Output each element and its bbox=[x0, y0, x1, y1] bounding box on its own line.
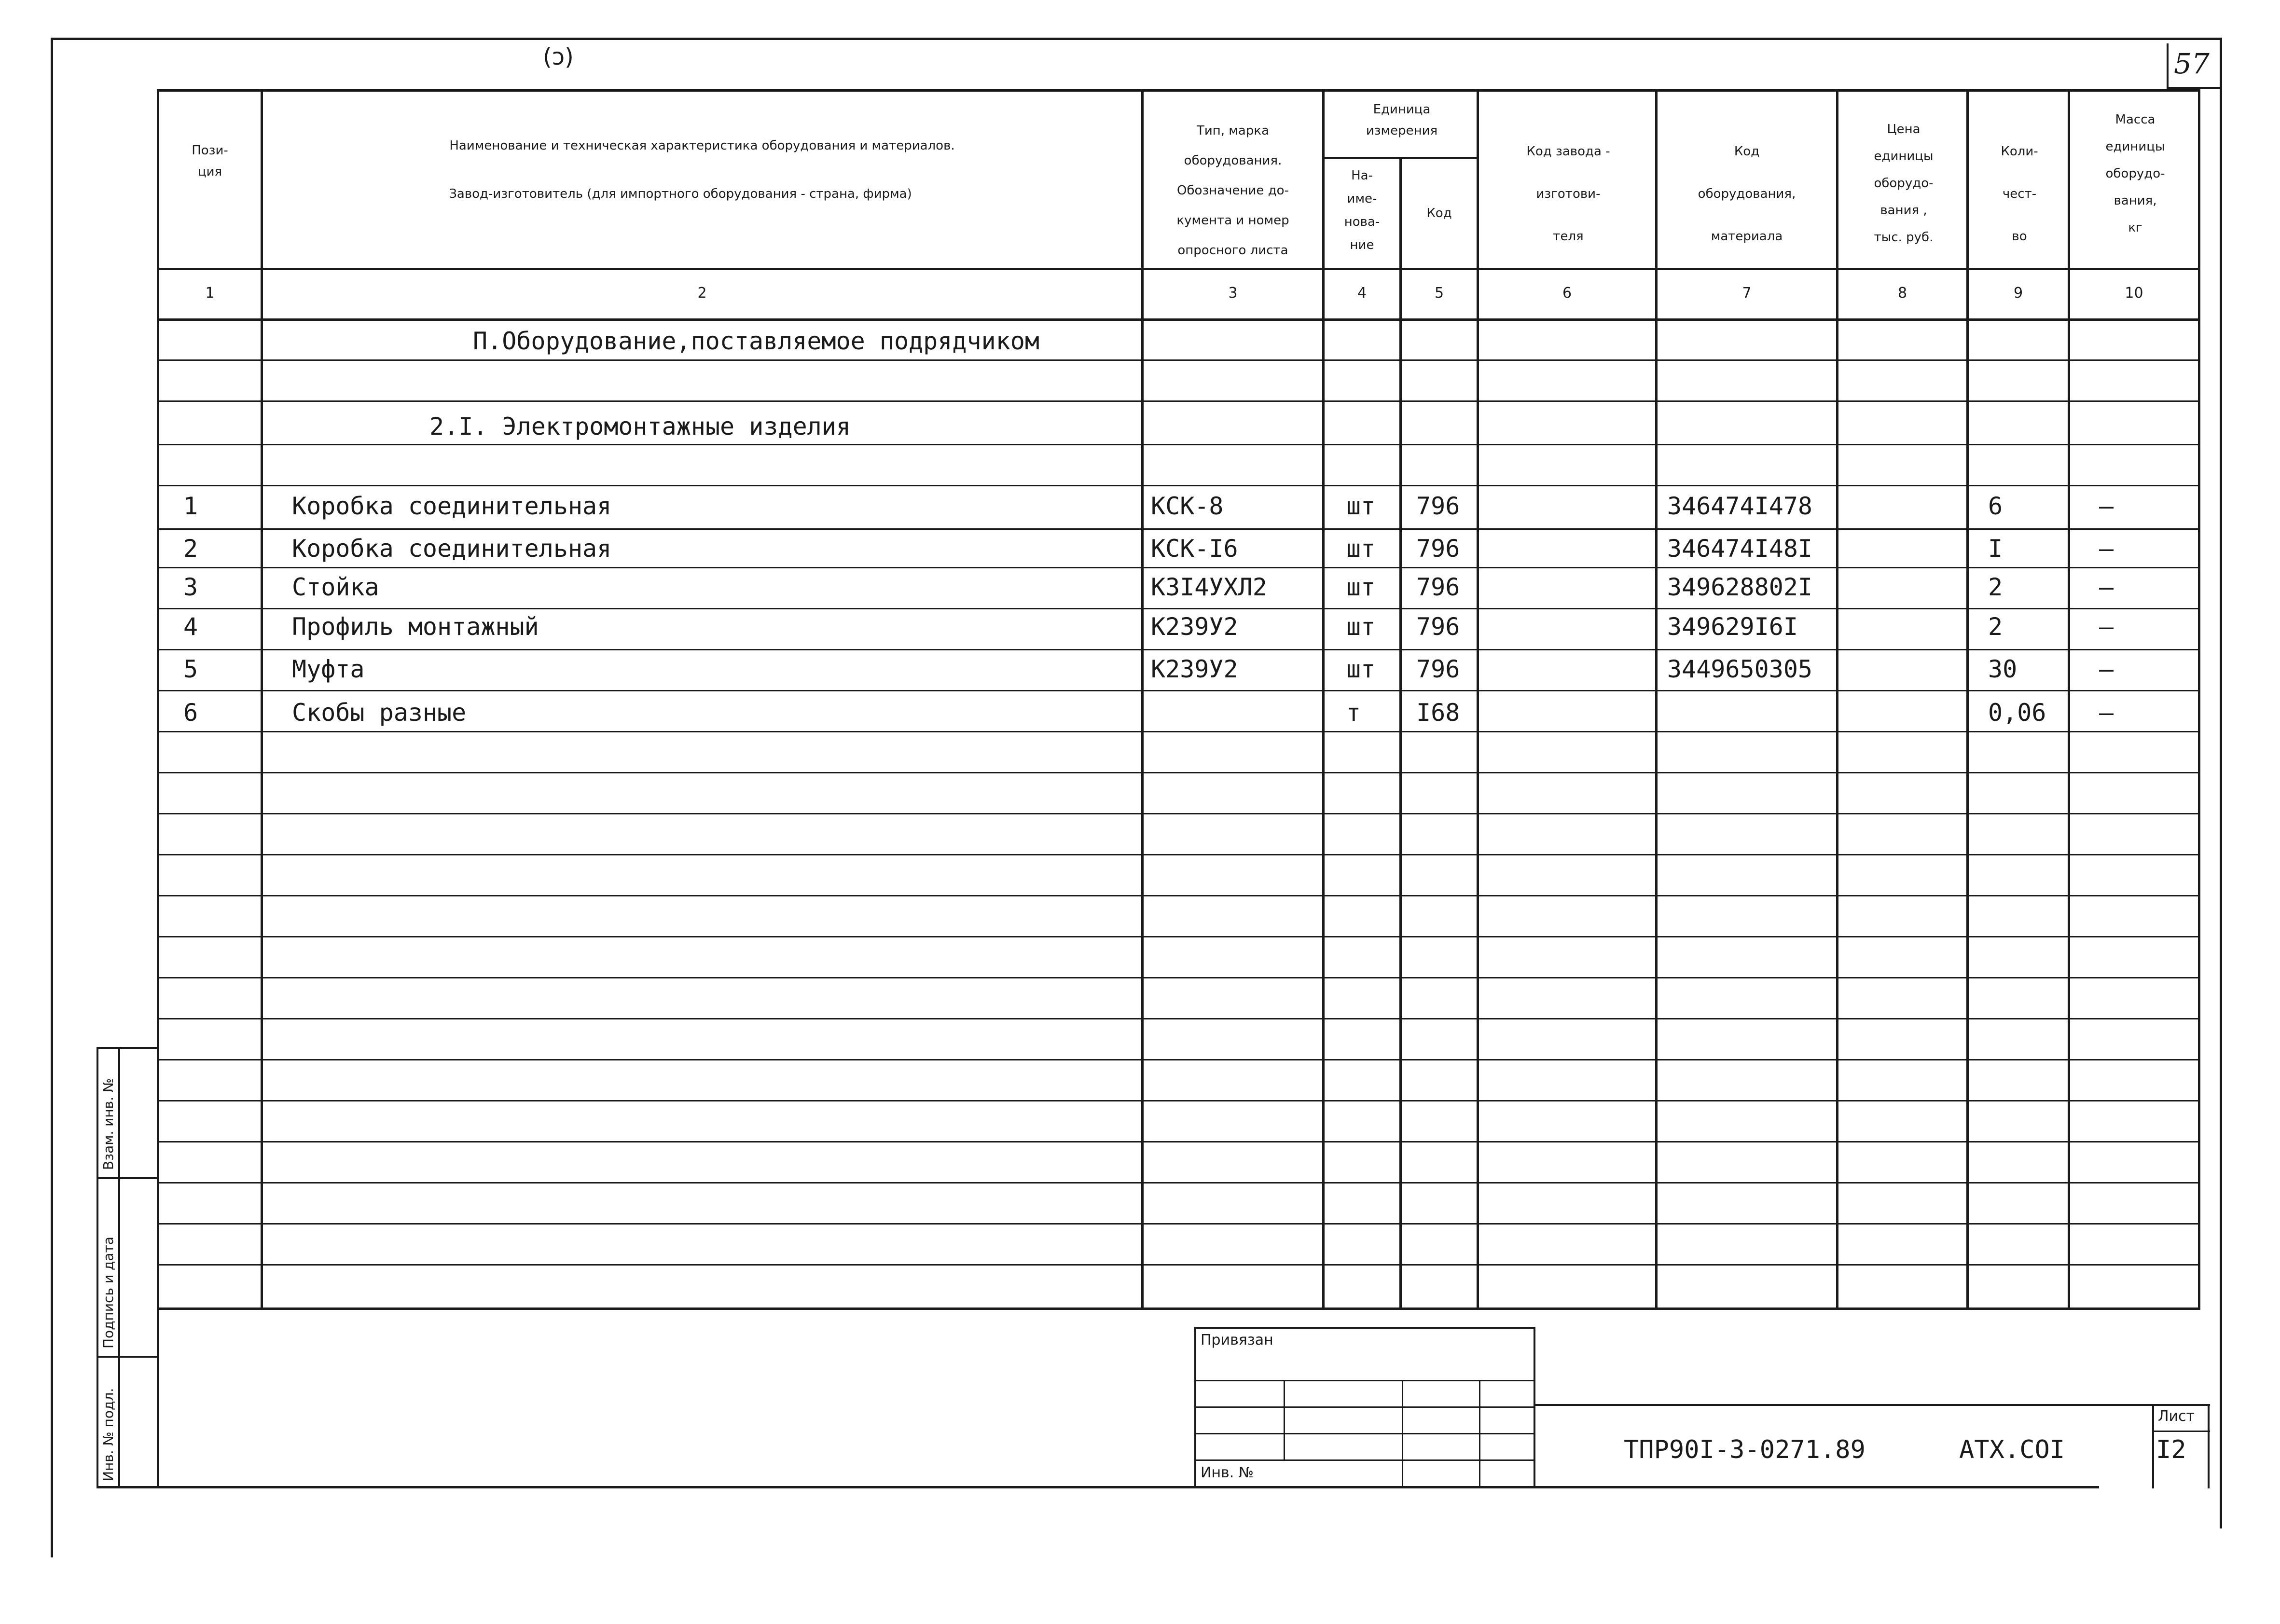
side-label-inv-podl: Инв. № подл. bbox=[100, 1388, 116, 1481]
header-name-line1: Наименование и техническая характеристика оборудования и материалов. bbox=[449, 138, 955, 153]
colnum-9: 9 bbox=[2013, 285, 2023, 302]
stamp-row-2 bbox=[1194, 1406, 1534, 1408]
header-mass: Масса единицы оборудо- вания, кг bbox=[2105, 112, 2165, 235]
col-divider-1 bbox=[261, 89, 263, 1310]
header-unit-group: Единица измерения bbox=[1366, 102, 1438, 138]
cell-unit: шт bbox=[1346, 613, 1376, 641]
side-frame-left bbox=[97, 1047, 98, 1488]
colnum-3: 3 bbox=[1228, 285, 1238, 302]
cell-type: КСК-I6 bbox=[1151, 535, 1238, 563]
stamp-privyazan: Привязан bbox=[1201, 1332, 1273, 1349]
cell-type: К3I4УХЛ2 bbox=[1151, 573, 1267, 601]
sheet-box-left bbox=[2152, 1404, 2154, 1488]
stamp-col-1 bbox=[1284, 1380, 1285, 1459]
cell-qty: 2 bbox=[1988, 613, 2003, 641]
cell-name: Муфта bbox=[292, 655, 365, 683]
table-top bbox=[157, 89, 2200, 92]
cell-pos: 3 bbox=[183, 573, 198, 601]
cell-code: 346474I48I bbox=[1667, 535, 1813, 563]
cell-pos: 4 bbox=[183, 613, 198, 641]
col-divider-7 bbox=[1836, 89, 1838, 1310]
outer-frame-right bbox=[2220, 38, 2222, 1528]
cell-name: Коробка соединительная bbox=[292, 492, 612, 520]
cell-code: 346474I478 bbox=[1667, 492, 1813, 520]
colnum-10: 10 bbox=[2125, 285, 2143, 302]
stamp-row-1 bbox=[1194, 1380, 1534, 1381]
side-label-sign-date: Подпись и дата bbox=[100, 1237, 116, 1349]
cell-pos: 5 bbox=[183, 655, 198, 683]
cell-unit-code: I68 bbox=[1416, 699, 1460, 727]
cell-code: 349629I6I bbox=[1667, 613, 1798, 641]
colnum-2: 2 bbox=[697, 285, 707, 302]
sheet-label: Лист bbox=[2158, 1408, 2195, 1425]
cell-qty: 6 bbox=[1988, 492, 2003, 520]
side-div-1 bbox=[97, 1177, 157, 1179]
colnum-1: 1 bbox=[205, 285, 215, 302]
unit-group-divider bbox=[1322, 157, 1479, 159]
sheet-code: АТХ.СОI bbox=[1959, 1435, 2065, 1464]
header-unit-code: Код bbox=[1426, 206, 1452, 220]
header-equipment-code: Код оборудования, материала bbox=[1698, 144, 1796, 244]
cell-pos: 2 bbox=[183, 535, 198, 563]
header-bottom bbox=[157, 268, 2200, 270]
cell-mass: – bbox=[2099, 655, 2114, 683]
cell-unit-code: 796 bbox=[1416, 573, 1460, 601]
cell-qty: 30 bbox=[1988, 655, 2017, 683]
outer-frame-left bbox=[51, 38, 53, 1557]
binding-margin-line bbox=[51, 1486, 53, 1549]
table-bottom bbox=[157, 1307, 2200, 1310]
stamp-inv-no: Инв. № bbox=[1201, 1464, 1254, 1481]
title-block-top bbox=[1534, 1404, 2210, 1406]
cell-unit-code: 796 bbox=[1416, 613, 1460, 641]
section-subtitle: 2.I. Электромонтажные изделия bbox=[429, 413, 851, 440]
colnum-4: 4 bbox=[1357, 285, 1367, 302]
corner-number: 57 bbox=[2174, 47, 2210, 80]
side-frame-bottom bbox=[97, 1486, 2099, 1488]
cell-unit-code: 796 bbox=[1416, 535, 1460, 563]
cell-unit-code: 796 bbox=[1416, 492, 1460, 520]
cell-name: Стойка bbox=[292, 573, 379, 601]
stamp-col-3 bbox=[1479, 1380, 1480, 1488]
cell-unit-code: 796 bbox=[1416, 655, 1460, 683]
cell-name: Скобы разные bbox=[292, 699, 467, 727]
col-divider-5 bbox=[1477, 89, 1479, 1310]
cell-name: Коробка соединительная bbox=[292, 535, 612, 563]
cell-qty: 0,06 bbox=[1988, 699, 2046, 727]
header-type: Тип, марка оборудования. Обозначение до- кумента и номер опросного листа bbox=[1176, 124, 1289, 258]
cell-type: К239У2 bbox=[1151, 655, 1238, 683]
corner-box-bottom bbox=[2167, 87, 2222, 89]
cell-mass: – bbox=[2099, 573, 2114, 601]
sheet-number: I2 bbox=[2156, 1435, 2186, 1464]
colnum-bottom bbox=[157, 318, 2200, 321]
cell-type: КСК-8 bbox=[1151, 492, 1224, 520]
sheet-box-mid bbox=[2152, 1431, 2210, 1432]
side-label-inv-vzam: Взам. инв. № bbox=[100, 1078, 116, 1170]
side-frame-top bbox=[97, 1047, 157, 1049]
stamp-col-2 bbox=[1402, 1380, 1403, 1488]
header-position: Пози- ция bbox=[192, 143, 228, 179]
cell-code: 349628802I bbox=[1667, 573, 1813, 601]
cell-mass: – bbox=[2099, 699, 2114, 727]
corner-box-left bbox=[2167, 43, 2169, 87]
header-factory-code: Код завода - изготови- теля bbox=[1526, 144, 1610, 244]
cell-unit: шт bbox=[1346, 492, 1376, 520]
side-to-table bbox=[157, 1047, 159, 1488]
cell-mass: – bbox=[2099, 535, 2114, 563]
header-quantity: Коли- чест- во bbox=[2001, 144, 2038, 244]
col-divider-2 bbox=[1141, 89, 1144, 1310]
col-divider-6 bbox=[1655, 89, 1658, 1310]
colnum-8: 8 bbox=[1897, 285, 1907, 302]
stamp-row-4 bbox=[1194, 1459, 1534, 1461]
cell-name: Профиль монтажный bbox=[292, 613, 539, 641]
outer-frame-top bbox=[51, 38, 2222, 40]
stamp-row-3 bbox=[1194, 1433, 1534, 1434]
section-title: П.Оборудование,поставляемое подрядчиком bbox=[473, 327, 1039, 355]
cell-pos: 6 bbox=[183, 699, 198, 727]
table-right-border bbox=[2198, 89, 2200, 1310]
header-unit-name: На- име- нова- ние bbox=[1344, 168, 1380, 252]
doc-code: ТПР90I-3-0271.89 bbox=[1624, 1435, 1865, 1464]
side-div-2 bbox=[97, 1356, 157, 1358]
cell-unit: шт bbox=[1346, 573, 1376, 601]
cell-type: К239У2 bbox=[1151, 613, 1238, 641]
cell-pos: 1 bbox=[183, 492, 198, 520]
cell-mass: – bbox=[2099, 613, 2114, 641]
side-frame-right bbox=[118, 1047, 120, 1488]
col-divider-4 bbox=[1399, 157, 1402, 1310]
header-price: Цена единицы оборудо- вания , тыс. руб. bbox=[1874, 122, 1934, 245]
col-divider-3 bbox=[1322, 89, 1325, 1310]
cell-qty: 2 bbox=[1988, 573, 2003, 601]
cell-unit: т bbox=[1346, 699, 1361, 727]
col-divider-8 bbox=[1966, 89, 1969, 1310]
header-name-line2: Завод-изготовитель (для импортного оборудования - страна, фирма) bbox=[449, 187, 912, 201]
col-divider-9 bbox=[2068, 89, 2070, 1310]
cell-qty: I bbox=[1988, 535, 2003, 563]
stamp-box-top bbox=[1194, 1327, 1534, 1329]
colnum-6: 6 bbox=[1562, 285, 1572, 302]
colnum-5: 5 bbox=[1434, 285, 1444, 302]
cell-code: 3449650305 bbox=[1667, 655, 1813, 683]
cell-unit: шт bbox=[1346, 535, 1376, 563]
cell-mass: – bbox=[2099, 492, 2114, 520]
sheet-box-right bbox=[2208, 1404, 2210, 1488]
top-mark: (ɔ) bbox=[543, 43, 574, 70]
cell-unit: шт bbox=[1346, 655, 1376, 683]
colnum-7: 7 bbox=[1742, 285, 1752, 302]
